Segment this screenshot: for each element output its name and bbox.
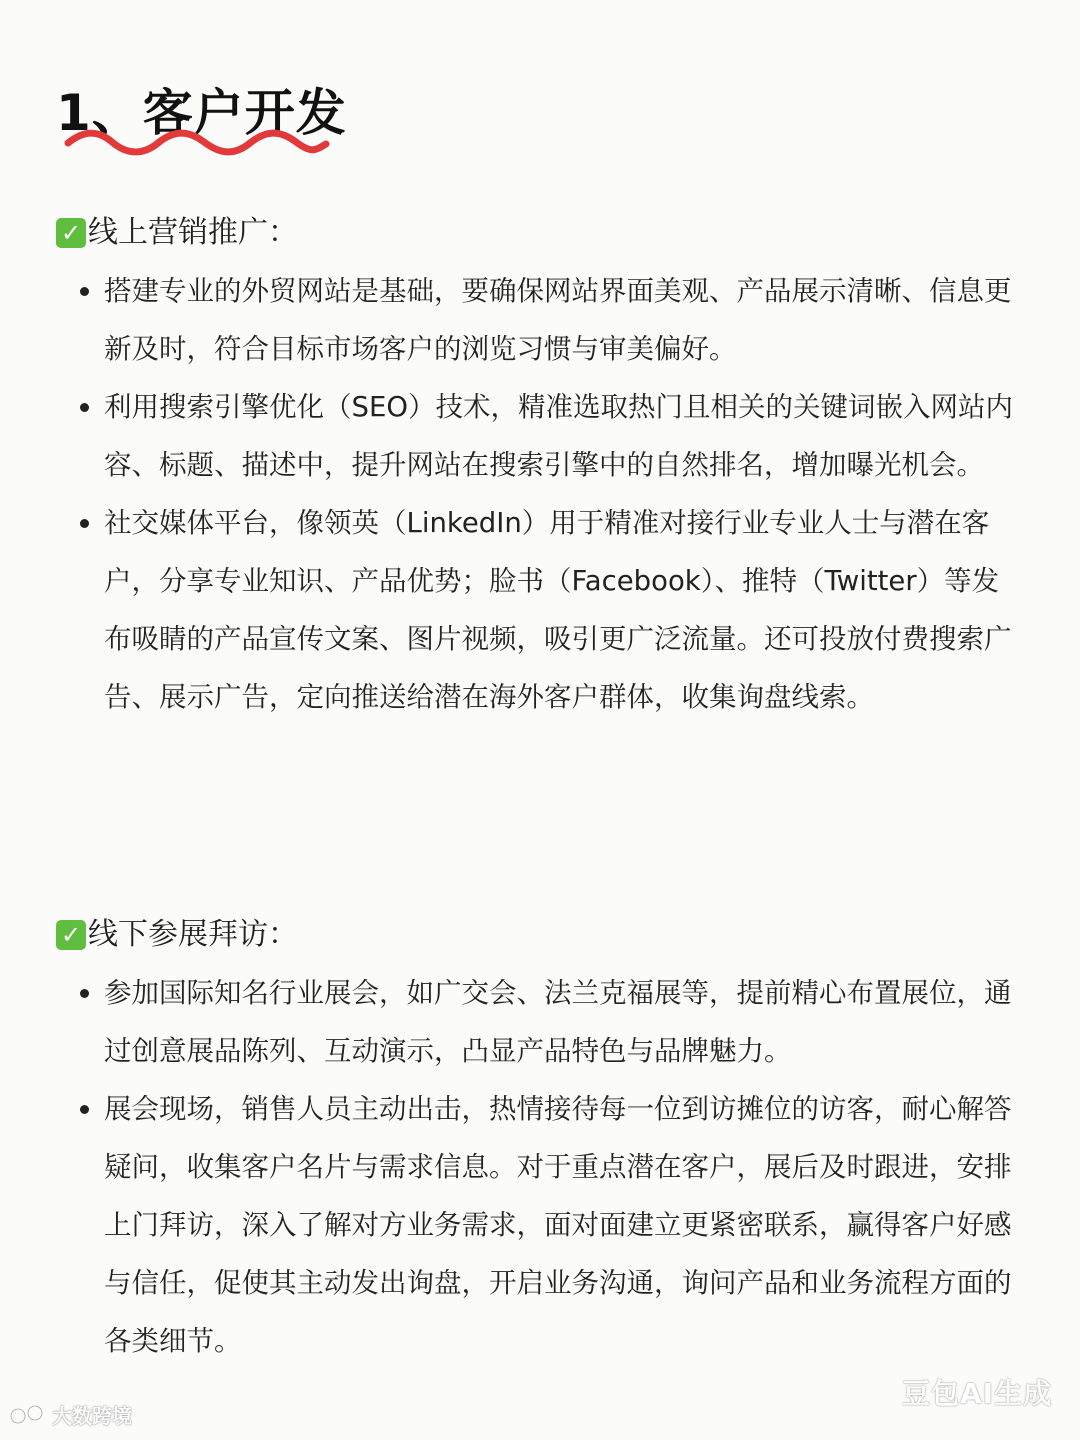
list-item-text: 搭建专业的外贸网站是基础，要确保网站界面美观、产品展示清晰、信息更新及时，符合目标市场客户的浏览习惯与审美偏好。 <box>104 275 1012 365</box>
watermark-left-text: 大数跨境 <box>52 1404 132 1428</box>
bullet-dot-icon <box>80 989 89 998</box>
wavy-underline-icon <box>64 128 330 158</box>
brand-logo-icon <box>8 1403 48 1427</box>
title-block <box>56 78 356 168</box>
list-item <box>56 262 1026 378</box>
section-heading-text: 线上营销推广： <box>88 215 298 250</box>
watermark-right: 豆包AI生成 <box>902 1377 1053 1410</box>
bullet-dot-icon <box>80 287 89 296</box>
bullet-dot-icon <box>80 519 89 528</box>
section-online-marketing <box>56 210 1026 726</box>
list-item <box>56 964 1026 1080</box>
list-item <box>56 494 1026 726</box>
bullet-dot-icon <box>80 403 89 412</box>
bullet-dot-icon <box>80 1105 89 1114</box>
list-item-text: 展会现场，销售人员主动出击，热情接待每一位到访摊位的访客，耐心解答疑问，收集客户名片与需求信息。对于重点潜在客户，展后及时跟进，安排上门拜访，深入了解对方业务需求，面对面建立更紧密联系，赢得客户好感与信任，促使其主动发出询盘，开启业务沟通，询问产品和业务流程方面的各类细节。 <box>104 1093 1012 1357</box>
section-heading <box>56 210 1026 256</box>
page-title: 1、客户开发 <box>56 84 347 142</box>
list-item-text: 利用搜索引擎优化（SEO）技术，精准选取热门且相关的关键词嵌入网站内容、标题、描述中，提升网站在搜索引擎中的自然排名，增加曝光机会。 <box>104 391 1013 481</box>
list-item <box>56 1080 1026 1370</box>
watermark-left <box>8 1400 132 1429</box>
list-item-text: 参加国际知名行业展会，如广交会、法兰克福展等，提前精心布置展位，通过创意展品陈列、互动演示，凸显产品特色与品牌魅力。 <box>104 977 1012 1067</box>
bullet-list <box>56 964 1026 1370</box>
list-item <box>56 378 1026 494</box>
bullet-list <box>56 262 1026 726</box>
check-mark-icon: ✓ <box>56 920 86 950</box>
check-mark-icon: ✓ <box>56 218 86 248</box>
section-offline-exhibition <box>56 912 1026 1370</box>
list-item-text: 社交媒体平台，像领英（LinkedIn）用于精准对接行业专业人士与潜在客户，分享专业知识、产品优势；脸书（Facebook）、推特（Twitter）等发布吸睛的产品宣传文案、图片视频，吸引更广泛流量。还可投放付费搜索广告、展示广告，定向推送给潜在海外客户群体，收集询盘线索。 <box>104 507 1012 713</box>
section-heading <box>56 912 1026 958</box>
section-heading-text: 线下参展拜访： <box>88 917 298 952</box>
